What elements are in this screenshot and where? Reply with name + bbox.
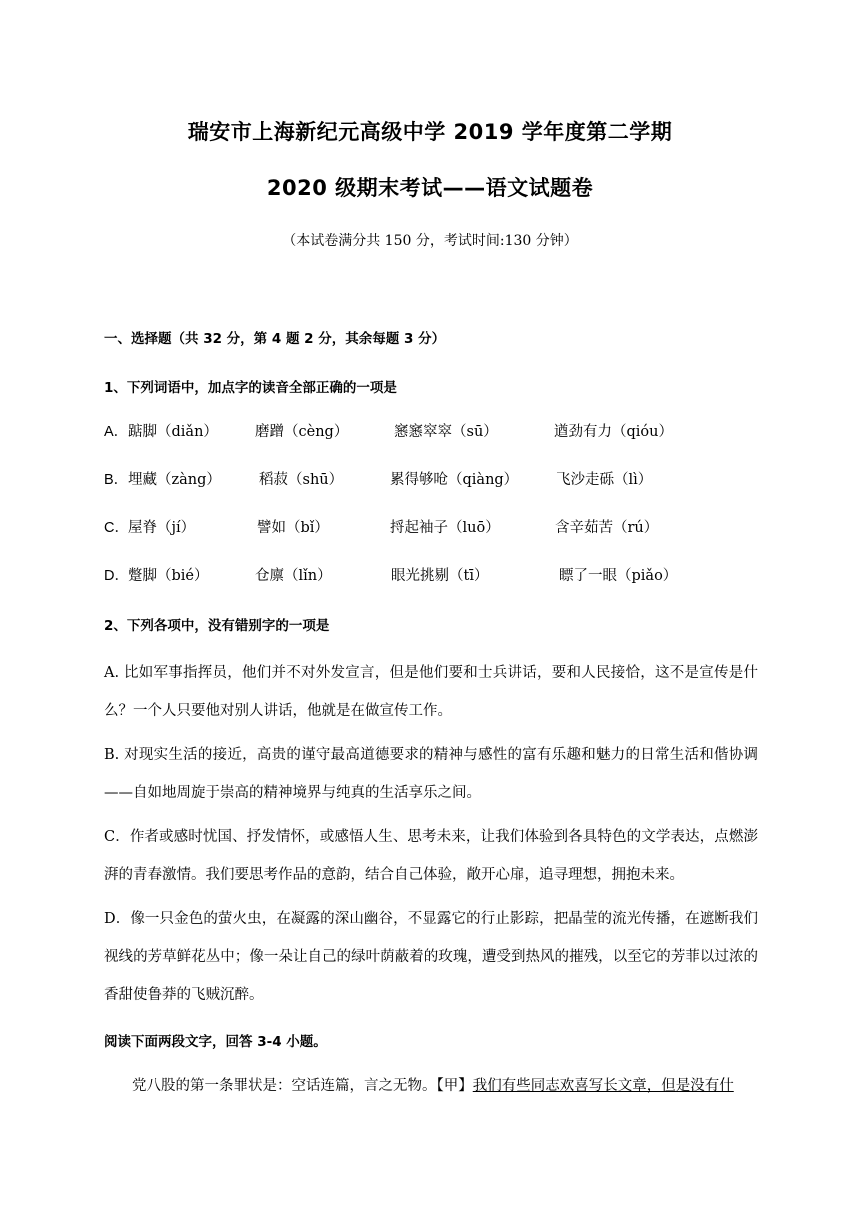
- question-2-option-d: D．像一只金色的萤火虫，在凝露的深山幽谷，不显露它的行止影踪，把晶莹的流光传播，在遮断我们视线的芳草鲜花丛中；像一朵让自己的绿叶荫蔽着的玫瑰，遭受到热风的摧残，以至它的芳菲以过浓的香甜使鲁莽的飞贼沉醉。: [104, 911, 758, 1003]
- question-1-row-d: [104, 564, 758, 586]
- option-term: 眼光挑剔（tī）: [391, 568, 489, 584]
- option-term: 踮脚（diǎn）: [128, 424, 218, 440]
- exam-title-line1: 瑞安市上海新纪元高级中学 2019 学年度第二学期: [187, 120, 673, 144]
- option-term: 譬如（bǐ）: [257, 520, 329, 536]
- option-term: 仓廪（lǐn）: [255, 568, 332, 584]
- option-term: 遒劲有力（qióu）: [554, 424, 673, 440]
- question-2-option-b: B. 对现实生活的接近，高贵的谨守最高道德要求的精神与感性的富有乐趣和魅力的日常生活和偕协调——自如地周旋于崇高的精神境界与纯真的生活享乐之间。: [104, 747, 758, 801]
- question-2-option-c: C．作者或感时忧国、抒发情怀，或感悟人生、思考未来，让我们体验到各具特色的文学表达，点燃澎湃的青春激情。我们要思考作品的意韵，结合自己体验，敞开心扉，追寻理想，拥抱未来。: [104, 829, 758, 883]
- option-term: 瞟了一眼（piǎo）: [559, 568, 678, 584]
- option-term: 窸窸窣窣（sū）: [394, 424, 498, 440]
- option-term: 含辛茹苦（rú）: [555, 520, 659, 536]
- question-1-row-c: [104, 516, 758, 538]
- passage-underlined-text: 我们有些同志欢喜写长文章，但是没有什: [472, 1078, 734, 1094]
- option-term: 稻菽（shū）: [259, 472, 344, 488]
- question-2-option-a: A. 比如军事指挥员，他们并不对外发宣言，但是他们要和士兵讲话，要和人民接恰，这不是宣传是什么？一个人只要他对别人讲话，他就是在做宣传工作。: [104, 665, 758, 719]
- exam-subtitle: （本试卷满分共 150 分，考试时间:130 分钟）: [282, 233, 578, 249]
- reading-instruction: 阅读下面两段文字，回答 3-4 小题。: [104, 1034, 327, 1050]
- option-term: 蹩脚（bié）: [128, 568, 209, 584]
- question-1-row-b: [104, 468, 758, 490]
- option-term: 磨蹭（cèng）: [255, 424, 349, 440]
- option-term: 屋脊（jí）: [128, 520, 196, 536]
- question-2-stem: 2、下列各项中，没有错别字的一项是: [104, 618, 330, 634]
- passage-text: 党八股的第一条罪状是：空话连篇，言之无物。【甲】: [132, 1078, 473, 1094]
- option-term: 累得够呛（qiàng）: [390, 472, 519, 488]
- question-1-stem: 1、下列词语中，加点字的读音全部正确的一项是: [104, 380, 397, 396]
- option-letter: D．: [104, 568, 129, 584]
- question-1-row-a: [104, 420, 758, 442]
- reading-passage: [132, 1074, 758, 1095]
- option-letter: B．: [104, 472, 129, 488]
- option-term: 飞沙走砾（lì）: [556, 472, 653, 488]
- option-letter: C．: [104, 520, 129, 536]
- option-term: 埋藏（zàng）: [128, 472, 221, 488]
- option-letter: A．: [104, 424, 129, 440]
- exam-title-line2: 2020 级期末考试——语文试题卷: [266, 176, 594, 200]
- option-term: 捋起袖子（luō）: [390, 520, 500, 536]
- section-heading: 一、选择题（共 32 分，第 4 题 2 分，其余每题 3 分）: [104, 331, 446, 347]
